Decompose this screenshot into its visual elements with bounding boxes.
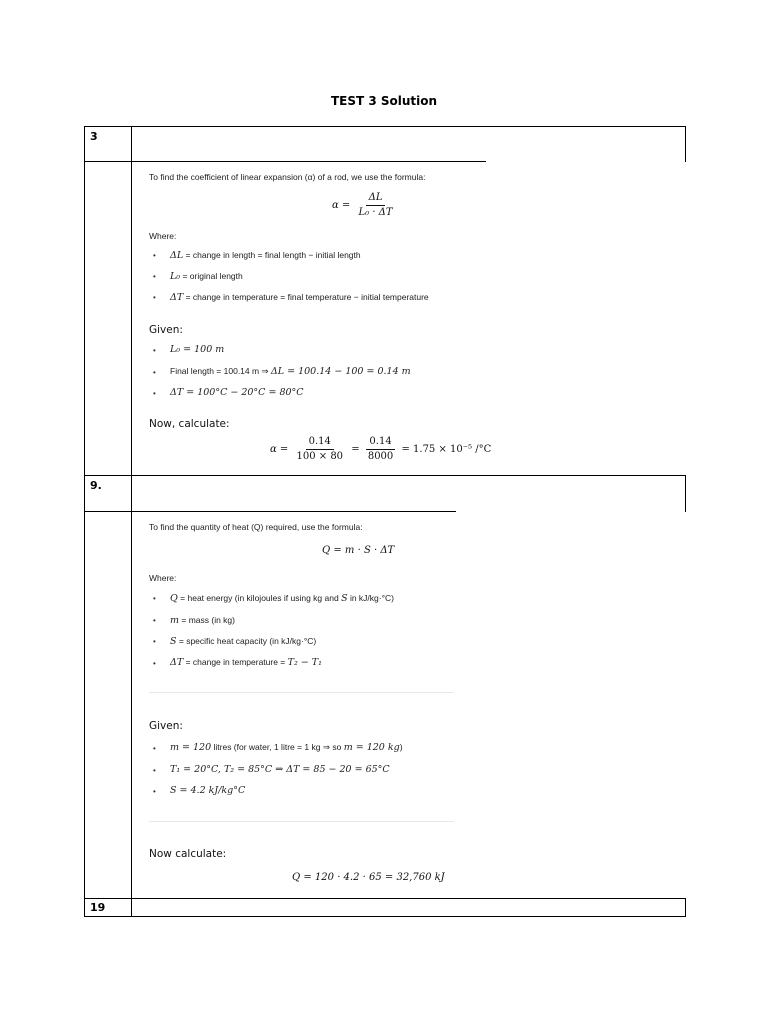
section1-intro: To find the coefficient of linear expansion (α) of a rod, we use the formula: xyxy=(149,172,426,182)
bullet: • xyxy=(153,616,156,625)
table-border-bottom xyxy=(84,916,686,917)
table-border-right xyxy=(685,898,686,917)
table-row-divider xyxy=(84,475,686,476)
given-item-temperatures: T₁ = 20°C, T₂ = 85°C ⇒ ΔT = 85 − 20 = 65°C xyxy=(170,764,390,775)
section1-calculation: α = $\frac{0.14}{100 \times 80}$ = $\frac{0.14}{8000}$ = 1.75 × 10⁻⁵ /°C xyxy=(270,436,492,462)
section2-given: Given: xyxy=(149,720,183,732)
section1-where: Where: xyxy=(149,231,177,241)
table-border-right xyxy=(685,475,686,512)
section1-now-calculate: Now, calculate: xyxy=(149,418,230,430)
formula-denominator: L₀ · ΔT xyxy=(358,207,393,218)
calc-fraction-1: $\frac{0.14}{100 \times 80}$ xyxy=(296,436,344,462)
bullet: • xyxy=(153,389,156,398)
section2-formula: Q = m · S · ΔT xyxy=(322,545,395,556)
where-item-l0: L₀ = original length xyxy=(170,271,243,282)
section1-formula xyxy=(332,192,398,219)
given-item-delta-t: ΔT = 100°C − 20°C = 80°C xyxy=(170,387,304,398)
table-row-divider xyxy=(131,161,486,162)
table-column-divider xyxy=(131,126,132,917)
table-row-divider xyxy=(84,511,131,512)
section2-intro: To find the quantity of heat (Q) required, use the formula: xyxy=(149,522,363,532)
given-item-final-length: Final length = 100.14 m ⇒ ΔL = 100.14 − 100 = 0.14 m xyxy=(170,366,411,377)
question-number-9: 9. xyxy=(90,479,102,492)
where-item-q: Q = heat energy (in kilojoules if using kg and S in kJ/kg·°C) xyxy=(170,593,394,604)
bullet: • xyxy=(153,346,156,355)
section1-given: Given: xyxy=(149,324,183,336)
bullet: • xyxy=(153,787,156,796)
section2-now-calculate: Now calculate: xyxy=(149,848,227,860)
where-item-m: m = mass (in kg) xyxy=(170,615,235,626)
bullet: • xyxy=(153,251,156,260)
where-item-delta-t: ΔT = change in temperature = T₂ − T₁ xyxy=(170,657,322,668)
table-row-divider xyxy=(84,161,131,162)
formula-numerator: ΔL xyxy=(366,192,386,206)
where-item-delta-t: ΔT = change in temperature = final temperature − initial temperature xyxy=(170,292,429,303)
where-item-s: S = specific heat capacity (in kJ/kg·°C) xyxy=(170,636,317,647)
table-border-top xyxy=(84,126,686,127)
section-separator xyxy=(149,821,454,822)
where-item-delta-l: ΔL = change in length = final length − initial length xyxy=(170,250,361,261)
given-item-mass: m = 120 litres (for water, 1 litre = 1 kg ⇒ so m = 120 kg) xyxy=(170,742,403,753)
bullet: • xyxy=(153,766,156,775)
section-separator xyxy=(149,692,454,693)
bullet: • xyxy=(153,293,156,302)
question-number-19: 19 xyxy=(90,901,106,914)
given-item-specific-heat: S = 4.2 kJ/kg°C xyxy=(170,785,246,796)
given-item-l0: L₀ = 100 m xyxy=(170,344,225,355)
table-row-divider xyxy=(84,898,686,899)
formula-fraction xyxy=(356,192,396,219)
table-border-right xyxy=(685,126,686,162)
bullet: • xyxy=(153,594,156,603)
question-number-3: 3 xyxy=(90,130,98,143)
page-title: TEST 3 Solution xyxy=(330,94,438,108)
bullet: • xyxy=(153,272,156,281)
bullet: • xyxy=(153,659,156,668)
formula-lhs: α = xyxy=(332,200,351,211)
bullet: • xyxy=(153,368,156,377)
bullet: • xyxy=(153,637,156,646)
table-row-divider xyxy=(131,511,456,512)
section2-where: Where: xyxy=(149,573,177,583)
bullet: • xyxy=(153,744,156,753)
section2-calculation: Q = 120 · 4.2 · 65 = 32,760 kJ xyxy=(292,872,445,883)
table-border-left xyxy=(84,126,85,917)
calc-fraction-2: $\frac{0.14}{8000}$ xyxy=(367,436,394,462)
